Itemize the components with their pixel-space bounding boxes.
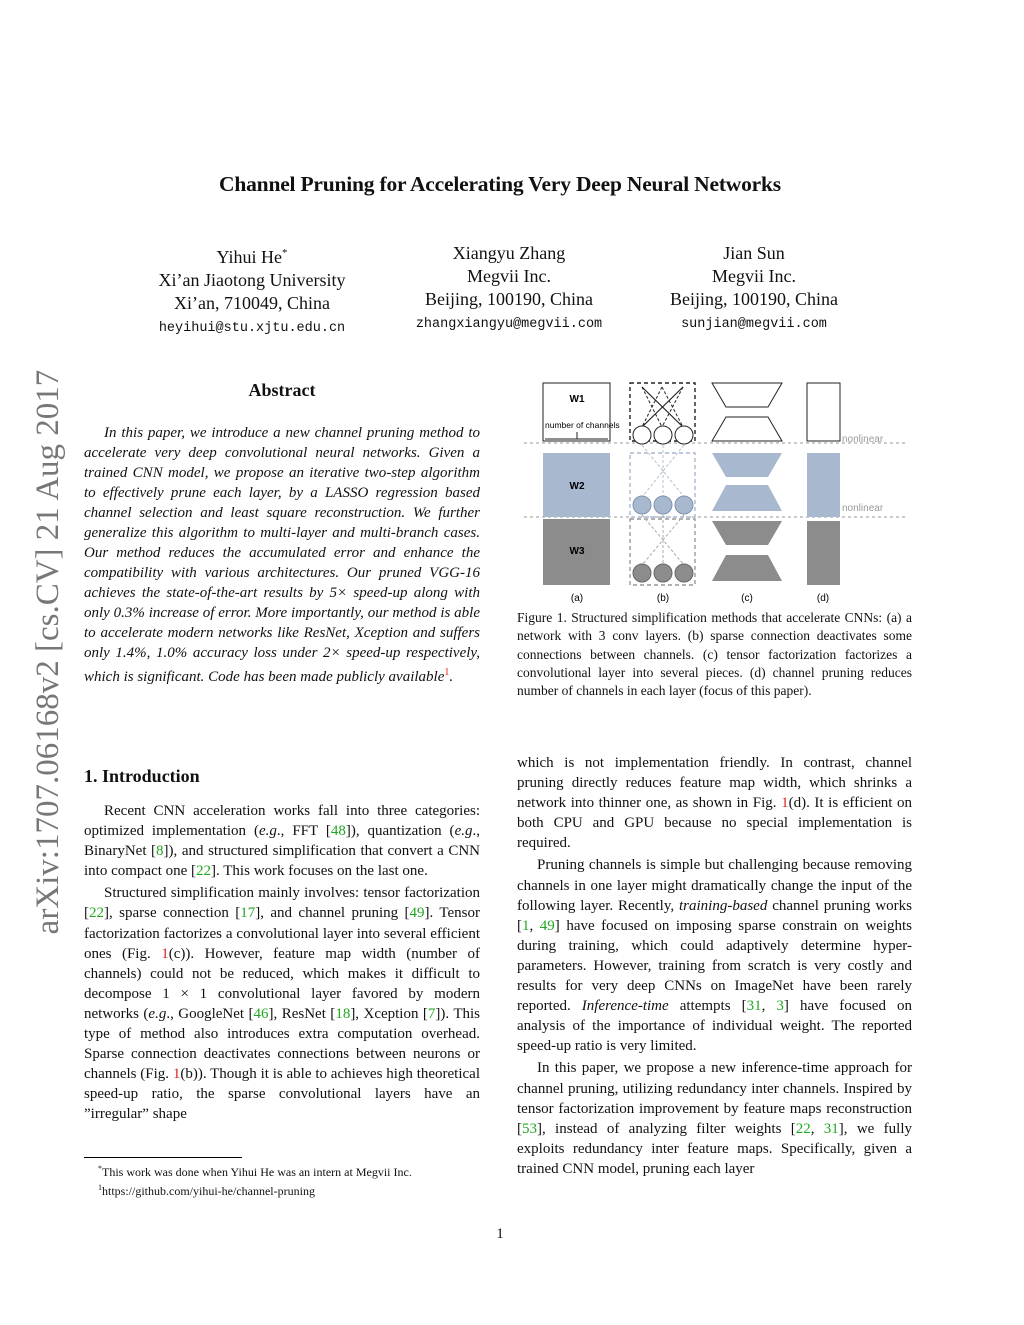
figure-1-caption: Figure 1. Structured simplification methods that accelerate CNNs: (a) a network with 3 conv layers. (b) sparse connection deactivates some connections between channels. (c) tensor factorization factorizes a convolutional layer into several pieces. (d) channel pruning reduces number of channels in each layer (focus of this paper).	[517, 610, 912, 699]
right-paragraph-1	[517, 753, 912, 853]
figure-1-diagram	[520, 375, 912, 607]
citation-link[interactable]: 1	[522, 917, 530, 934]
footnote-mark: 1	[98, 1183, 102, 1192]
pruned-block-w2	[807, 453, 840, 517]
factor-piece-w1-bottom	[712, 417, 782, 441]
channel-node	[654, 496, 672, 514]
arxiv-identifier: arXiv:1707.06168v2 [cs.CV] 21 Aug 2017	[30, 369, 66, 935]
citation-link[interactable]: 53	[522, 1120, 537, 1137]
text: Recent CNN acceleration works fall into three categories: optimized implementation (	[84, 803, 480, 840]
subfig-d-label: (d)	[816, 593, 830, 604]
text: (c)). However, feature map width (number of channels) could not be reduced, which makes it difficult to decompose 1 × 1 convolutional layer favored by modern networks (	[84, 945, 481, 1022]
intro-paragraph-1	[84, 801, 480, 881]
author-address: Xi’an, 710049, China	[174, 293, 330, 313]
factor-piece-w1-top	[712, 383, 782, 407]
channel-node	[633, 564, 651, 582]
author-affiliation: Xi’an Jiaotong University	[158, 270, 346, 290]
w3-label: W3	[569, 546, 585, 557]
author-mark: *	[282, 247, 288, 259]
channel-node	[654, 564, 672, 582]
text: ]. Tensor factorization factorizes a convolutional layer into several efficient ones (Fig.	[84, 905, 480, 962]
text: training-based	[679, 897, 768, 914]
text: ], we fully exploits redundancy inter feature maps. Specifically, given a trained CNN model, pruning each layer	[517, 1120, 912, 1177]
author-name: Jian Sun	[723, 243, 785, 263]
w1-label: W1	[569, 394, 585, 405]
citation-link[interactable]: 22	[795, 1120, 811, 1137]
author-affiliation: Megvii Inc.	[712, 266, 796, 286]
citation-link[interactable]: 48	[330, 823, 346, 840]
channels-label: number of channels	[545, 420, 620, 430]
text: e.g	[258, 823, 277, 840]
footnote-mark: *	[98, 1164, 102, 1173]
text: ., BinaryNet [	[84, 823, 480, 860]
citation-link[interactable]: 17	[240, 905, 256, 922]
text: ]), quantization (	[345, 823, 455, 840]
figure-ref-link[interactable]: 1	[781, 795, 789, 812]
footnote-1	[84, 1161, 480, 1180]
abstract-text	[84, 423, 480, 687]
author-address: Beijing, 100190, China	[425, 289, 593, 309]
channel-node	[675, 496, 693, 514]
footnote-url-link[interactable]: https://github.com/yihui-he/channel-pruning	[102, 1184, 315, 1198]
author-email[interactable]: heyihui@stu.xjtu.edu.cn	[158, 321, 346, 336]
factor-piece-w3-top	[712, 521, 782, 545]
text: ] have focused on imposing sparse constrain on weights during training, which could adaptively determine hyper-parameters. However, training from scratch is very costly and results for very deep CNNs on ImageNet have been rarely reported.	[517, 917, 913, 1015]
author-block-3	[654, 242, 854, 336]
footnote-ref[interactable]: 1	[444, 667, 450, 678]
intro-paragraph-2	[84, 883, 480, 1124]
subfig-a-label: (a)	[570, 593, 584, 604]
text: ] have focused on analysis of the importance of individual weight. The reported speed-up ratio is very limited.	[517, 998, 912, 1055]
channel-node	[675, 426, 693, 444]
figure-1	[520, 375, 912, 607]
citation-link[interactable]: 18	[335, 1005, 351, 1022]
citation-link[interactable]: 31	[746, 998, 762, 1015]
text: Pruning channels is simple but challenging because removing channels in one layer might dramatically change the input of the following layer. Recently,	[517, 857, 912, 914]
footnotes	[84, 1161, 480, 1199]
abstract-end: .	[449, 669, 454, 685]
page-number: 1	[496, 1226, 504, 1242]
factor-piece-w3-bottom	[712, 555, 782, 581]
abstract-heading: Abstract	[248, 380, 316, 400]
w2-label: W2	[569, 481, 585, 492]
text: ], and channel pruning [	[255, 905, 410, 922]
subfig-c-label: (c)	[741, 593, 753, 604]
citation-link[interactable]: 22	[89, 905, 104, 922]
introduction-section	[84, 766, 480, 1127]
channel-node	[675, 564, 693, 582]
abstract-body: In this paper, we introduce a new channel pruning method to accelerate very deep convolutional neural networks. Given a trained CNN model, we propose an iterative two-step algorithm to effectively prune each layer, by a LASSO regression based channel selection and least square reconstruction. We further generalize this algorithm to multi-layer and multi-branch cases. Our method reduces the accumulated error and enhance the compatibility with various architectures. Our pruned VGG-16 achieves the state-of-the-art results by 5× speed-up along with only 0.3% increase of error. More importantly, our method is able to accelerate modern networks like ResNet, Xception and suffers only 1.4%, 1.0% accuracy loss under 2× speed-up respectively, which is significant. Code has been made publicly available	[84, 425, 480, 685]
text: ], instead of analyzing filter weights [	[537, 1120, 796, 1137]
right-paragraph-3	[517, 1058, 912, 1179]
author-address: Beijing, 100190, China	[670, 289, 838, 309]
citation-link[interactable]: 31	[823, 1120, 839, 1137]
intro-heading: 1. Introduction	[84, 766, 200, 786]
text: Inference-time	[581, 998, 669, 1015]
channel-node	[633, 426, 651, 444]
citation-link[interactable]: 46	[253, 1005, 269, 1022]
text: (d). It is efficient on both CPU and GPU because no special implementation is required.	[517, 795, 912, 852]
factor-piece-w2-bottom	[712, 485, 782, 511]
text: e.g	[148, 1005, 167, 1022]
factor-piece-w2-top	[712, 453, 782, 477]
nonlinear-label-1: nonlinear	[842, 434, 884, 445]
citation-link[interactable]: 22	[196, 863, 212, 880]
figure-ref-link[interactable]: 1	[172, 1066, 181, 1083]
text: (b)). Though it is able to achieves high theoretical speed-up ratio, the sparse convolutional layers have an ”irregular” shape	[84, 1066, 480, 1123]
paper-title: Channel Pruning for Accelerating Very Deep Neural Networks	[219, 172, 781, 196]
text: channel pruning works [	[517, 897, 912, 934]
text: e.g	[454, 823, 473, 840]
text: ., GoogleNet [	[166, 1005, 254, 1022]
figure-ref-link[interactable]: 1	[161, 945, 169, 962]
text: ,	[761, 998, 777, 1015]
right-column-text	[517, 753, 912, 1181]
author-email[interactable]: sunjian@megvii.com	[681, 317, 827, 332]
footnote-rule	[84, 1157, 242, 1158]
text: ], sparse connection [	[104, 905, 241, 922]
text: ]), and structured simplification that convert a CNN into compact one [	[84, 843, 480, 880]
author-block-1	[140, 242, 364, 340]
text: ], Xception [	[350, 1005, 428, 1022]
pruned-block-w3	[807, 521, 840, 585]
channel-node	[654, 426, 672, 444]
author-name: Yihui He	[216, 247, 282, 267]
text: ,	[810, 1120, 824, 1137]
subfig-b-label: (b)	[656, 593, 670, 604]
author-affiliation: Megvii Inc.	[467, 266, 551, 286]
abstract-section	[84, 380, 480, 687]
footnote-2	[84, 1180, 480, 1199]
text: In this paper, we propose a new inference-time approach for channel pruning, utilizing redundancy inter channels. Inspired by tensor factorization improvement by feature maps reconstruction [	[517, 1060, 912, 1137]
author-name: Xiangyu Zhang	[452, 243, 566, 263]
citation-link[interactable]: 49	[409, 905, 425, 922]
nonlinear-label-2: nonlinear	[842, 503, 884, 514]
channel-node	[633, 496, 651, 514]
citation-link[interactable]: 3	[776, 998, 784, 1015]
footnote-text: This work was done when Yihui He was an intern at Megvii Inc.	[102, 1165, 412, 1179]
pruned-block-w1	[807, 383, 840, 441]
author-email[interactable]: zhangxiangyu@megvii.com	[415, 317, 603, 332]
text: Structured simplification mainly involves: tensor factorization [	[84, 885, 480, 922]
citation-link[interactable]: 7	[427, 1005, 436, 1022]
text: which is not implementation friendly. In contrast, channel pruning directly reduces feature map width, which shrinks a network into thinner one, as shown in Fig.	[517, 755, 912, 812]
citation-link[interactable]: 8	[156, 843, 164, 860]
text: ,	[529, 917, 540, 934]
citation-link[interactable]: 49	[539, 917, 555, 934]
text: ], ResNet [	[268, 1005, 336, 1022]
author-block-2	[398, 242, 620, 336]
text: attempts [	[668, 998, 747, 1015]
right-paragraph-2	[517, 855, 912, 1056]
text: ]. This work focuses on the last one.	[211, 863, 428, 880]
text: ]). This type of method also introduces extra computation overhead. Sparse connection deactivates connections between neurons or channels (Fig.	[84, 1005, 480, 1083]
text: ., FFT [	[276, 823, 331, 840]
